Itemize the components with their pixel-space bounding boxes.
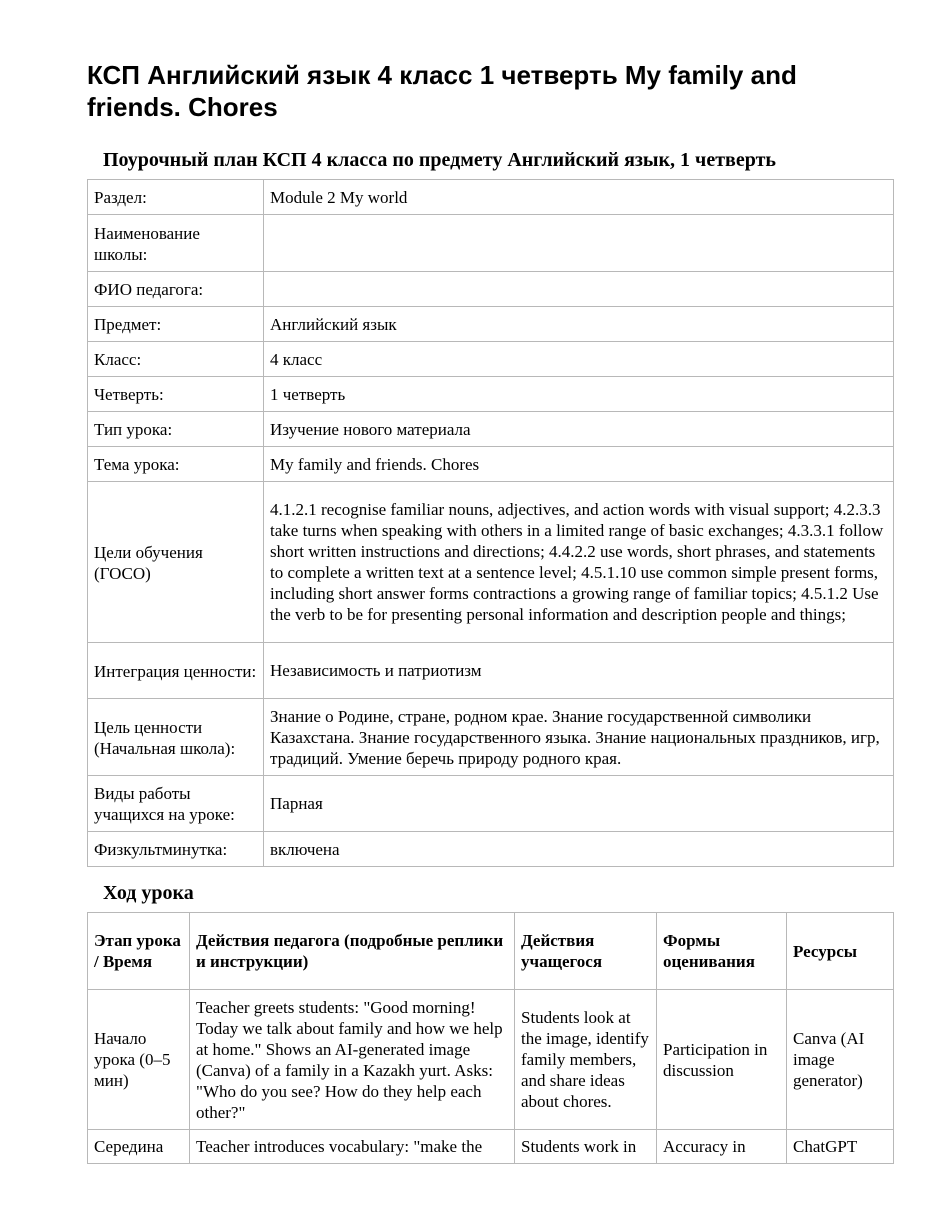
column-header-stage: Этап урока / Время [88, 913, 190, 990]
document-title: КСП Английский язык 4 класс 1 четверть My family and friends. Chores [87, 60, 797, 122]
stage-cell: Середина [88, 1130, 190, 1164]
info-value: My family and friends. Chores [264, 447, 894, 482]
info-value: 1 четверть [264, 377, 894, 412]
assessment-cell: Accuracy in [657, 1130, 787, 1164]
table-row [88, 643, 894, 699]
info-label: Класс: [88, 342, 264, 377]
plan-heading: Поурочный план КСП 4 класса по предмету Английский язык, 1 четверть [103, 149, 776, 171]
info-label: Четверть: [88, 377, 264, 412]
table-row [88, 342, 894, 377]
info-value [264, 272, 894, 307]
info-value: Module 2 My world [264, 180, 894, 215]
table-row [88, 482, 894, 643]
table-header-row [88, 913, 894, 990]
lesson-flow-heading: Ход урока [103, 882, 194, 904]
table-row [88, 215, 894, 272]
info-value: 4 класс [264, 342, 894, 377]
info-value: Изучение нового материала [264, 412, 894, 447]
assessment-cell: Participation in discussion [657, 990, 787, 1130]
lesson-info-table [87, 179, 894, 867]
info-value [264, 215, 894, 272]
column-header-assessment: Формы оценивания [657, 913, 787, 990]
column-header-student-actions: Действия учащегося [515, 913, 657, 990]
table-row [88, 776, 894, 832]
info-label: Тема урока: [88, 447, 264, 482]
info-label: Цели обучения (ГОСО) [88, 482, 264, 643]
teacher-actions-cell: Teacher greets students: "Good morning! Today we talk about family and how we help at home." Shows an AI-generated image (Canva) of a family in a Kazakh yurt. Asks: "Who do you see? How do they help each other?" [190, 990, 515, 1130]
student-actions-cell: Students look at the image, identify family members, and share ideas about chores. [515, 990, 657, 1130]
info-label: Физкультминутка: [88, 832, 264, 867]
table-row [88, 447, 894, 482]
table-row [88, 377, 894, 412]
table-row [88, 1130, 894, 1164]
stage-cell: Начало урока (0–5 мин) [88, 990, 190, 1130]
table-row [88, 180, 894, 215]
info-label: Наименование школы: [88, 215, 264, 272]
info-value: Парная [264, 776, 894, 832]
column-header-resources: Ресурсы [787, 913, 894, 990]
info-value: Английский язык [264, 307, 894, 342]
table-row [88, 307, 894, 342]
info-label: Тип урока: [88, 412, 264, 447]
info-value: включена [264, 832, 894, 867]
info-label: ФИО педагога: [88, 272, 264, 307]
teacher-actions-cell: Teacher introduces vocabulary: "make the [190, 1130, 515, 1164]
info-value: 4.1.2.1 recognise familiar nouns, adjectives, and action words with visual support; 4.2.3.3 take turns when speaking with others in a limited range of basic exchanges; 4.3.3.1 follow short written instructions and directions; 4.4.2.2 use words, short phrases, and statements to complete a written text at a sentence level; 4.5.1.10 use common simple present forms, including short answer forms contractions a growing range of familiar topics; 4.5.1.2 Use the verb to be for presenting personal information and description people and things; [264, 482, 894, 643]
info-value: Независимость и патриотизм [264, 643, 894, 699]
info-label: Виды работы учащихся на уроке: [88, 776, 264, 832]
info-label: Раздел: [88, 180, 264, 215]
table-row [88, 832, 894, 867]
info-value: Знание о Родине, стране, родном крае. Знание государственной символики Казахстана. Знание государственного языка. Знание национальных праздников, игр, традиций. Умение беречь природу родного края. [264, 699, 894, 776]
lesson-flow-table [87, 912, 894, 1164]
info-label: Цель ценности (Начальная школа): [88, 699, 264, 776]
resources-cell: Canva (AI image generator) [787, 990, 894, 1130]
table-row [88, 990, 894, 1130]
info-label: Интеграция ценности: [88, 643, 264, 699]
student-actions-cell: Students work in [515, 1130, 657, 1164]
table-row [88, 699, 894, 776]
resources-cell: ChatGPT [787, 1130, 894, 1164]
table-row [88, 412, 894, 447]
info-label: Предмет: [88, 307, 264, 342]
column-header-teacher-actions: Действия педагога (подробные реплики и инструкции) [190, 913, 515, 990]
table-row [88, 272, 894, 307]
